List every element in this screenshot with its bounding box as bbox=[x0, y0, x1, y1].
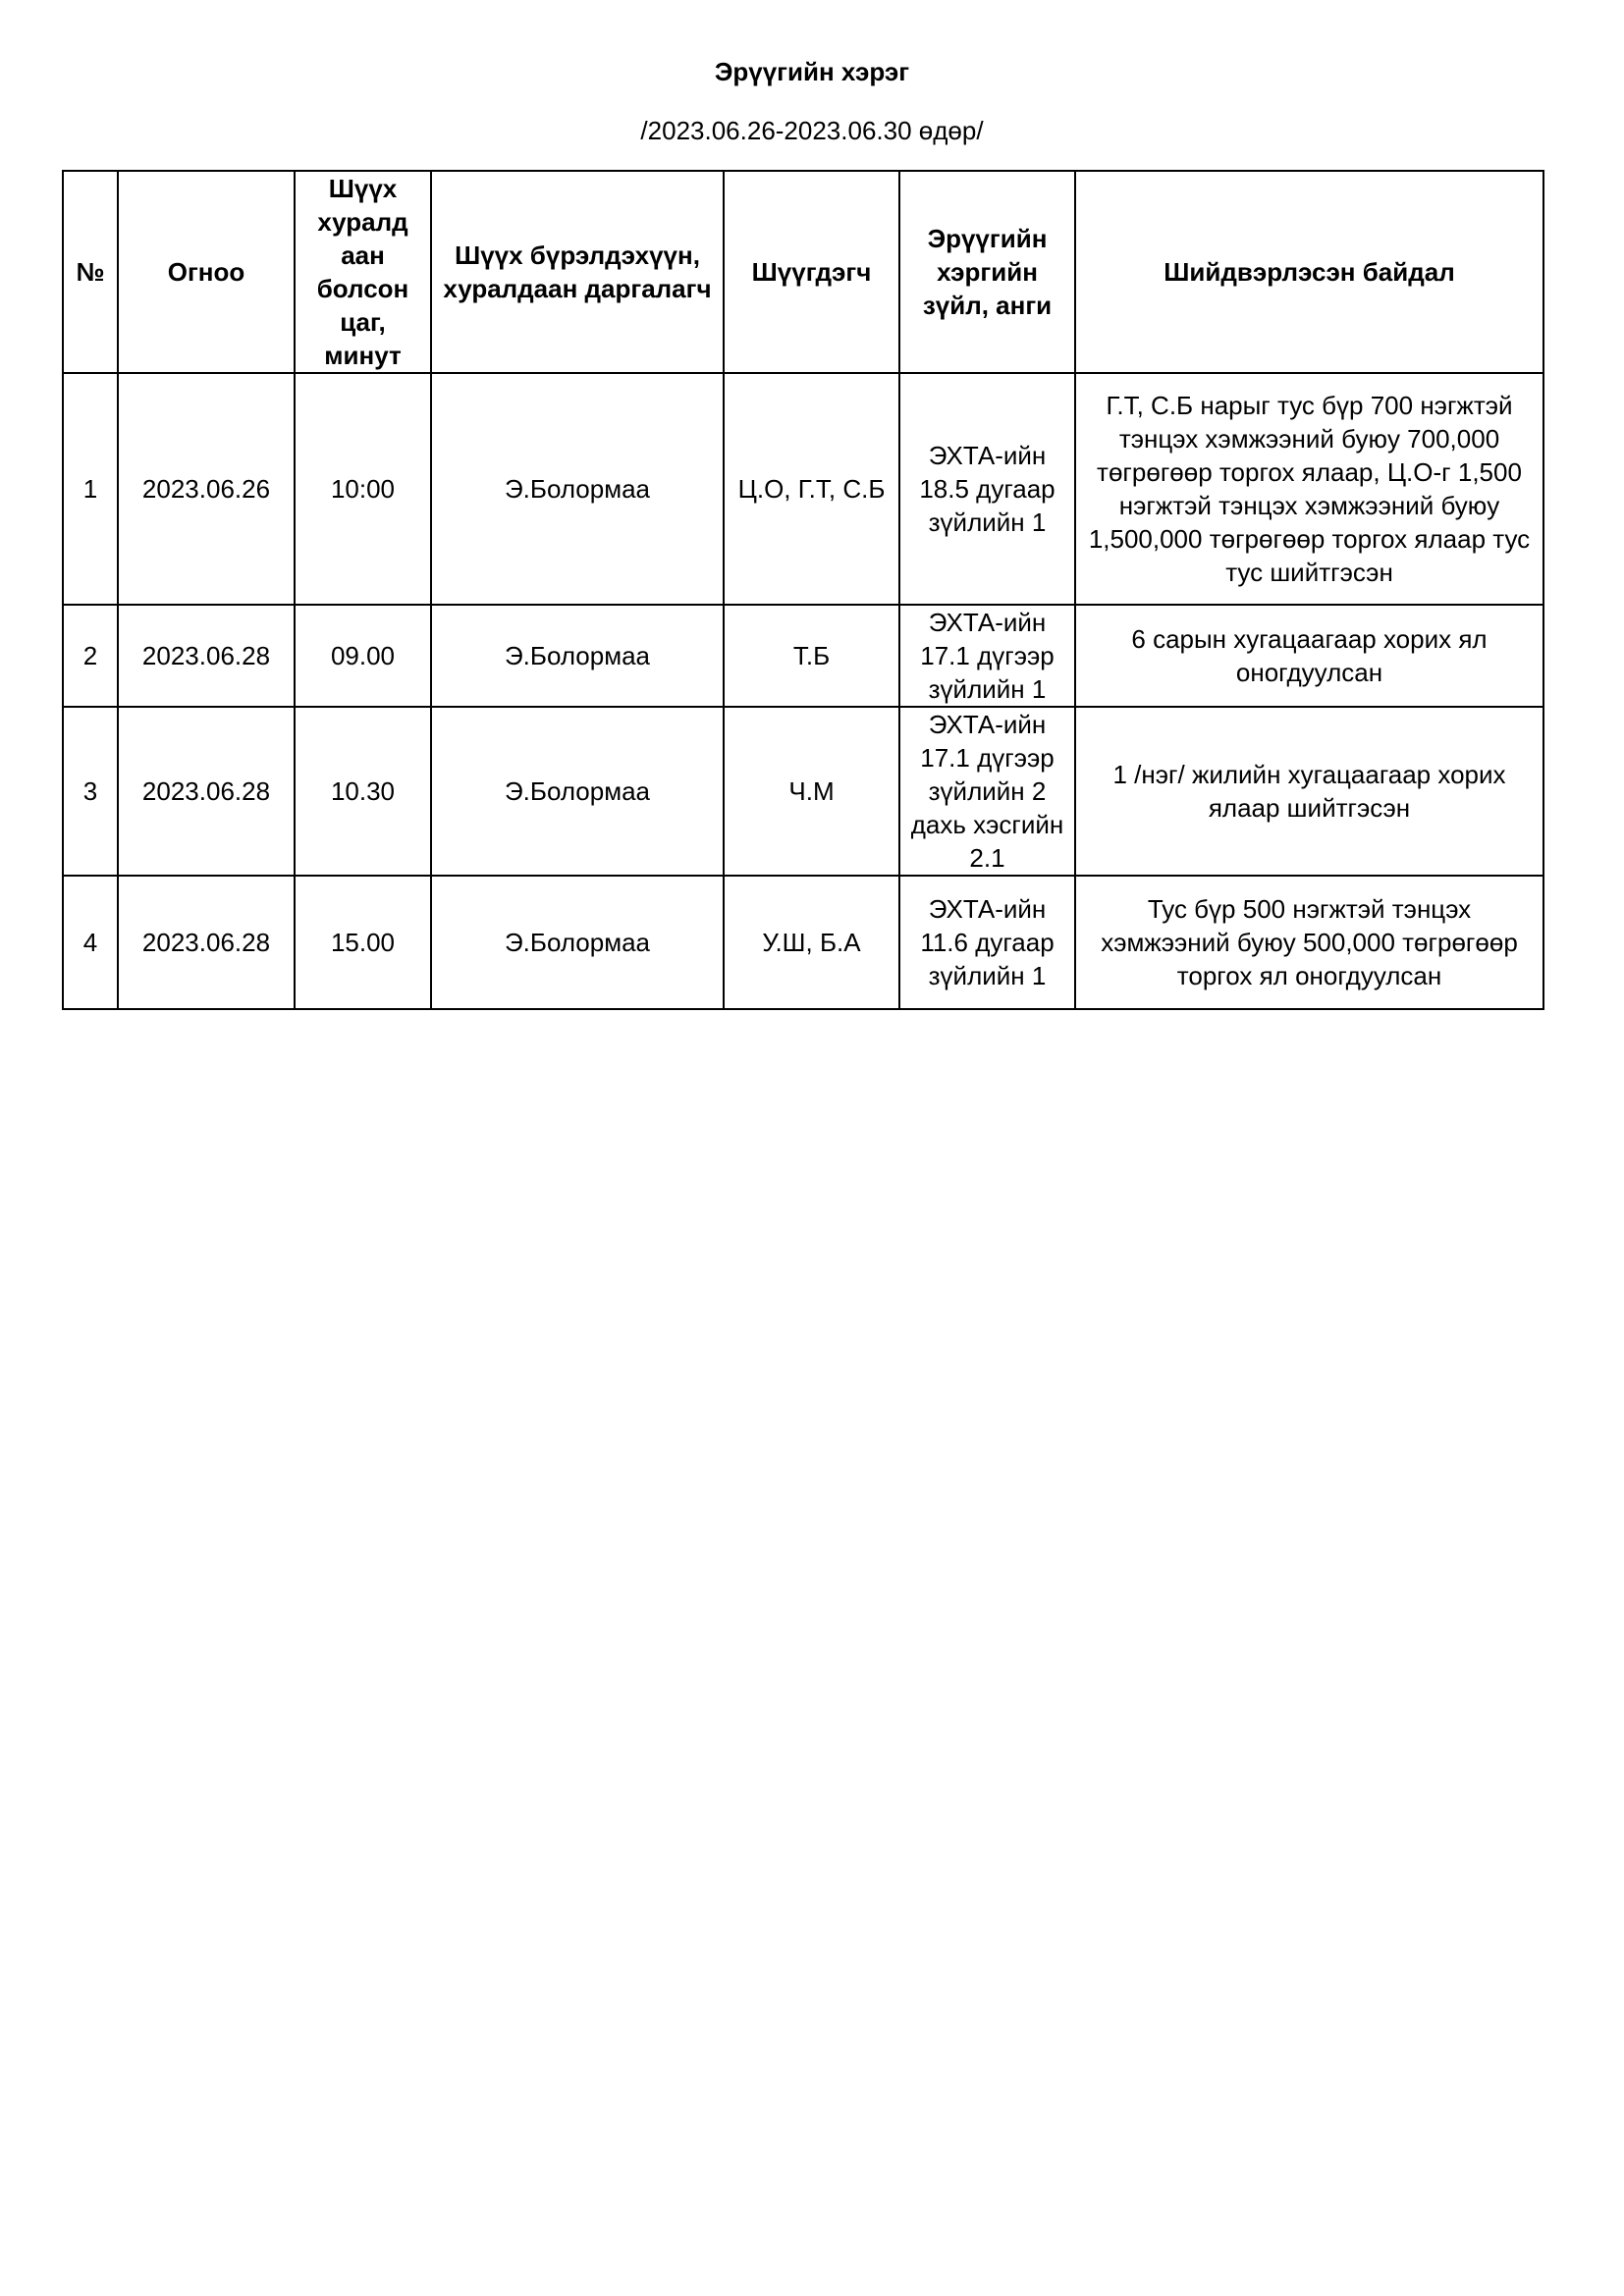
cell-decision: 1 /нэг/ жилийн хугацаагаар хорих ялаар шийтгэсэн bbox=[1075, 707, 1543, 876]
cell-time: 09.00 bbox=[295, 605, 431, 707]
cell-judge: Э.Болормаа bbox=[431, 373, 724, 605]
cell-time: 10:00 bbox=[295, 373, 431, 605]
cell-article: ЭХТА-ийн 17.1 дүгээр зүйлийн 2 дахь хэсгийн 2.1 bbox=[899, 707, 1075, 876]
cell-judge: Э.Болормаа bbox=[431, 707, 724, 876]
header-date: Огноо bbox=[118, 171, 295, 373]
document-date-range: /2023.06.26-2023.06.30 өдөр/ bbox=[640, 116, 984, 145]
cell-time: 10.30 bbox=[295, 707, 431, 876]
header-number: № bbox=[63, 171, 118, 373]
table-header-row bbox=[63, 171, 1543, 373]
cell-number: 2 bbox=[63, 605, 118, 707]
header-defendant: Шүүгдэгч bbox=[724, 171, 899, 373]
cell-judge: Э.Болормаа bbox=[431, 876, 724, 1009]
header-judge: Шүүх бүрэлдэхүүн, хуралдаан даргалагч bbox=[431, 171, 724, 373]
cell-judge: Э.Болормаа bbox=[431, 605, 724, 707]
cell-time: 15.00 bbox=[295, 876, 431, 1009]
cell-defendant: Ц.О, Г.Т, С.Б bbox=[724, 373, 899, 605]
table-row bbox=[63, 373, 1543, 605]
cell-date: 2023.06.26 bbox=[118, 373, 295, 605]
criminal-cases-table bbox=[62, 170, 1544, 1010]
header-article: Эрүүгийн хэргийн зүйл, анги bbox=[899, 171, 1075, 373]
cell-defendant: У.Ш, Б.А bbox=[724, 876, 899, 1009]
cell-article: ЭХТА-ийн 18.5 дугаар зүйлийн 1 bbox=[899, 373, 1075, 605]
table-row bbox=[63, 876, 1543, 1009]
cell-article: ЭХТА-ийн 11.6 дугаар зүйлийн 1 bbox=[899, 876, 1075, 1009]
cell-defendant: Т.Б bbox=[724, 605, 899, 707]
cell-defendant: Ч.М bbox=[724, 707, 899, 876]
cell-date: 2023.06.28 bbox=[118, 605, 295, 707]
cell-number: 3 bbox=[63, 707, 118, 876]
table-row bbox=[63, 707, 1543, 876]
header-hearing-time: Шүүх хуралд аан болсон цаг, минут bbox=[295, 171, 431, 373]
table-row bbox=[63, 605, 1543, 707]
cell-date: 2023.06.28 bbox=[118, 707, 295, 876]
cell-number: 1 bbox=[63, 373, 118, 605]
document-title: Эрүүгийн хэрэг bbox=[714, 57, 910, 86]
cell-decision: 6 сарын хугацаагаар хорих ял оногдуулсан bbox=[1075, 605, 1543, 707]
cell-decision: Тус бүр 500 нэгжтэй тэнцэх хэмжээний буюу 500,000 төгрөгөөр торгох ял оногдуулсан bbox=[1075, 876, 1543, 1009]
cell-article: ЭХТА-ийн 17.1 дүгээр зүйлийн 1 bbox=[899, 605, 1075, 707]
cell-date: 2023.06.28 bbox=[118, 876, 295, 1009]
cell-number: 4 bbox=[63, 876, 118, 1009]
header-decision: Шийдвэрлэсэн байдал bbox=[1075, 171, 1543, 373]
cell-decision: Г.Т, С.Б нарыг тус бүр 700 нэгжтэй тэнцэх хэмжээний буюу 700,000 төгрөгөөр торгох ялаар, Ц.О-г 1,500 нэгжтэй тэнцэх хэмжээний буюу 1,500,000 төгрөгөөр торгох ялаар тус тус шийтгэсэн bbox=[1075, 373, 1543, 605]
